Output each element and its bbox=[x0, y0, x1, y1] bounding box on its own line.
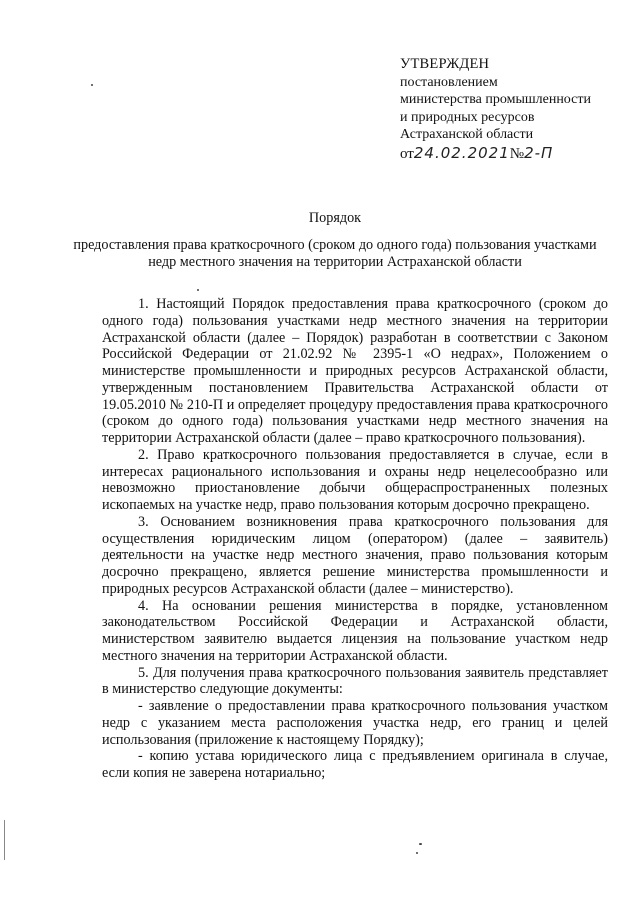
approval-line: постановлением bbox=[400, 74, 498, 90]
paragraph: 4. На основании решения министерства в порядке, установленном законодательством Российской Федерации и Астраханской области, министерством заявителю выдается лицензия на пользование участком недр местного значения на территории Астраханской области. bbox=[102, 597, 608, 664]
approval-line: министерства промышленности bbox=[400, 92, 591, 107]
scan-speck bbox=[419, 843, 422, 845]
handwritten-date: 24.02.2021 bbox=[413, 143, 510, 162]
paragraph: 1. Настоящий Порядок предоставления права краткосрочного (сроком до одного года) пользования участками недр местного значения на территории Астраханской области (далее – Порядок) разработан в соответствии с Законом Российской Федерации от 21.02.92 № 2395-1 «О недрах», Положением о министерстве промышленности и природных ресурсов Астраханской области, утвержденным постановлением Правительства Астраханской области от 19.05.2010 № 210-П и определяет процедуру предоставления права краткосрочного (сроком до одного года) пользования участками недр местного значения на территории Астраханской области (далее – право краткосрочного пользования). bbox=[102, 296, 608, 446]
approval-date-line bbox=[400, 145, 630, 164]
approval-line: Астраханской области bbox=[400, 127, 534, 142]
paragraph: 5. Для получения права краткосрочного пользования заявитель представляет в министерство следующие документы: bbox=[102, 664, 608, 698]
document-body bbox=[102, 296, 608, 782]
approval-line: и природных ресурсов bbox=[400, 109, 535, 125]
scan-speck bbox=[416, 852, 418, 854]
title-heading: Порядок bbox=[308, 210, 362, 226]
title-subheading: предоставления права краткосрочного (сроком до одного года) пользования участками недр местного значения на территории Астраханской области bbox=[73, 236, 597, 270]
paragraph: 3. Основанием возникновения права краткосрочного пользования для осуществления юридическим лицом (оператором) (далее – заявитель) деятельности на участке недр местного значения, право пользования которым досрочно прекращено, является решение министерства промышленности и природных ресурсов Астраханской области (далее – министерство). bbox=[102, 513, 608, 597]
number-prefix: № bbox=[509, 145, 525, 162]
handwritten-number: 2-П bbox=[524, 143, 554, 162]
approval-heading: УТВЕРЖДЕН bbox=[400, 56, 490, 72]
scan-speck bbox=[91, 84, 93, 86]
list-item: - копию устава юридического лица с предъявлением оригинала в случае, если копия не заверена нотариально; bbox=[102, 748, 608, 781]
approval-stamp-block bbox=[400, 56, 630, 163]
paragraph: 2. Право краткосрочного пользования предоставляется в случае, если в интересах рационального использования и охраны недр нецелесообразно или невозможно приостановление добычи общераспространенных полезных ископаемых на участке недр, право пользования которым досрочно прекращено. bbox=[102, 446, 608, 513]
date-prefix: от bbox=[400, 145, 414, 162]
scan-edge-mark bbox=[4, 820, 5, 860]
scan-speck bbox=[197, 289, 199, 291]
document-title bbox=[60, 210, 610, 272]
list-item: - заявление о предоставлении права краткосрочного пользования участком недр с указанием места расположения участка недр, его границ и целей использования (приложение к настоящему Порядку); bbox=[102, 698, 608, 748]
